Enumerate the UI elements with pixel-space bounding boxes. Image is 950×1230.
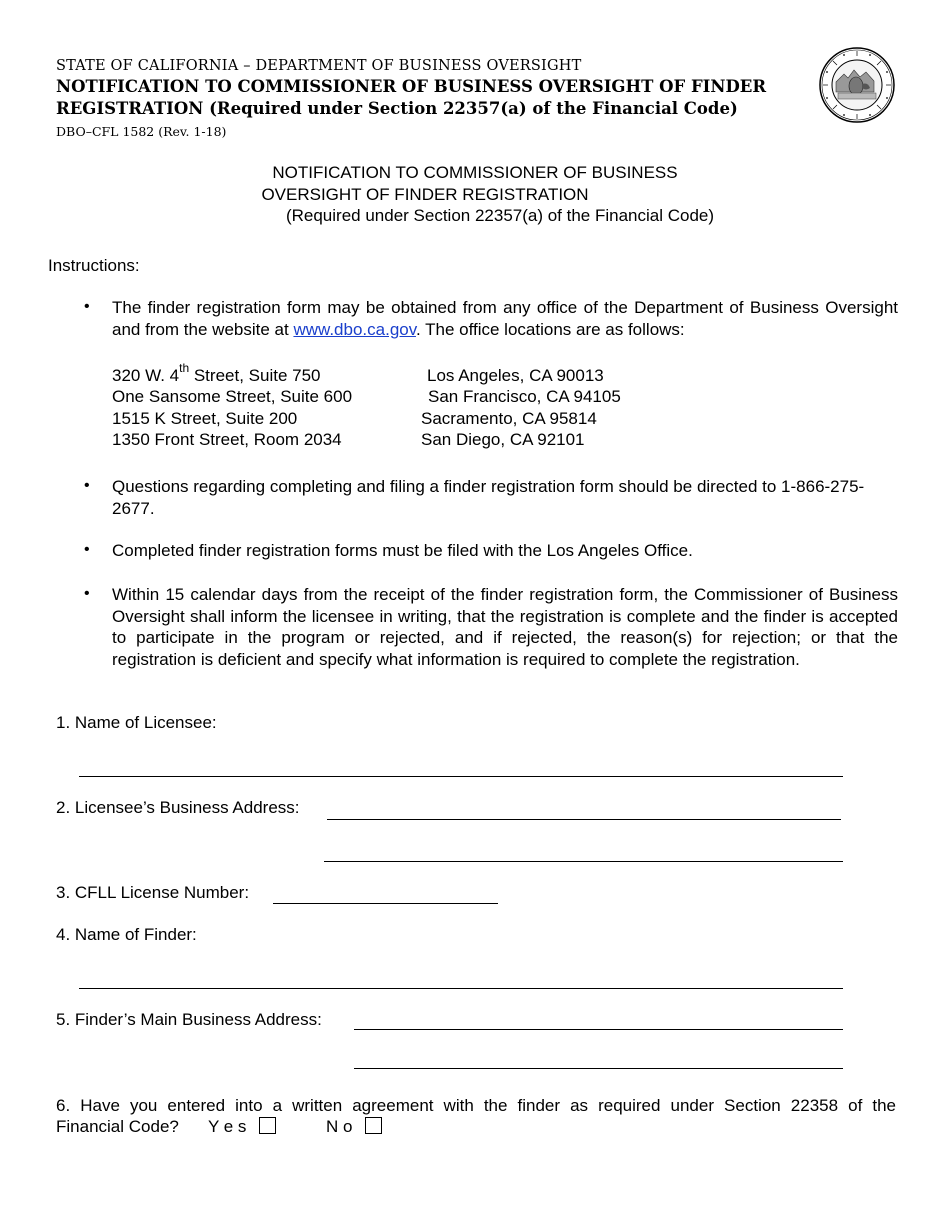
office-city-sf: San Francisco, CA 94105 <box>428 387 621 406</box>
finder-address-input-line-1[interactable] <box>354 1029 843 1030</box>
licensee-name-label: 1. Name of Licensee: <box>56 713 217 732</box>
form-title <box>56 76 766 120</box>
instruction-item-2: Questions regarding completing and filing a finder registration form should be directed to 1-866-275-2677. <box>112 477 865 518</box>
no-label: N o <box>326 1117 353 1136</box>
instruction-item-1 <box>112 297 898 340</box>
licensee-address-label: 2. Licensee’s Business Address: <box>56 798 300 817</box>
office-street-la <box>112 361 321 386</box>
licensee-address-input-line-2[interactable] <box>324 861 843 862</box>
finder-address-input-line-2[interactable] <box>354 1068 843 1069</box>
bullet: • <box>84 541 90 558</box>
dbo-website-link[interactable]: www.dbo.ca.gov <box>293 319 416 339</box>
office-street-sac: 1515 K Street, Suite 200 <box>112 409 298 428</box>
bullet: • <box>84 477 90 494</box>
office-city-la: Los Angeles, CA 90013 <box>427 366 604 385</box>
instructions-heading: Instructions: <box>48 256 140 275</box>
cfll-license-number-label: 3. CFLL License Number: <box>56 883 250 902</box>
instruction-item-1-text: The finder registration form may be obtained from any office of the Department of Business Oversight and from the website at <box>112 298 898 339</box>
office-street-la-part: 320 W. 4 <box>112 366 180 385</box>
bullet: • <box>84 585 90 602</box>
finder-address-label: 5. Finder’s Main Business Address: <box>56 1010 322 1029</box>
state-seal-icon <box>818 46 896 124</box>
office-street-la-sup: th <box>179 361 190 375</box>
written-agreement-question-cont: Financial Code? <box>56 1117 179 1136</box>
cfll-license-number-input-line[interactable] <box>273 903 498 904</box>
instruction-item-4: Within 15 calendar days from the receipt of the finder registration form, the Commissioner of Business Oversight shall inform the licensee in writing, that the registration is complete and the finder is accepted to participate in the program or rejected, and if rejected, the reason(s) for rejection; or that the registration is deficient and specify what information is required to complete the registration. <box>112 585 898 669</box>
written-agreement-question: 6. Have you entered into a written agreement with the finder as required under Section 22358 of the <box>56 1096 896 1115</box>
agency-name: STATE OF CALIFORNIA – DEPARTMENT OF BUSINESS OVERSIGHT <box>56 58 582 74</box>
yes-checkbox[interactable] <box>259 1117 276 1134</box>
licensee-name-input-line[interactable] <box>79 776 843 777</box>
instruction-item-1-text-end: . The office locations are as follows: <box>415 319 685 339</box>
office-city-sd: San Diego, CA 92101 <box>421 430 585 449</box>
finder-name-input-line[interactable] <box>79 988 843 989</box>
office-city-sac: Sacramento, CA 95814 <box>421 409 597 428</box>
no-checkbox[interactable] <box>365 1117 382 1134</box>
instruction-item-3: Completed finder registration forms must be filed with the Los Angeles Office. <box>112 541 693 560</box>
form-number: DBO–CFL 1582 (Rev. 1-18) <box>56 124 227 139</box>
finder-name-label: 4. Name of Finder: <box>56 925 197 944</box>
bullet: • <box>84 298 90 315</box>
doc-title-line1: NOTIFICATION TO COMMISSIONER OF BUSINESS <box>272 163 678 182</box>
licensee-address-input-line-1[interactable] <box>327 819 841 820</box>
office-street-sf: One Sansome Street, Suite 600 <box>112 387 353 406</box>
form-title-line2: REGISTRATION (Required under Section 22357(a) of the Financial Code) <box>56 99 738 118</box>
form-title-line1: NOTIFICATION TO COMMISSIONER OF BUSINESS OVERSIGHT OF FINDER <box>56 77 767 96</box>
doc-title-line2: OVERSIGHT OF FINDER REGISTRATION <box>261 185 589 204</box>
office-street-la-rest: Street, Suite 750 <box>189 366 321 385</box>
yes-label: Y e s <box>208 1117 247 1136</box>
office-street-sd: 1350 Front Street, Room 2034 <box>112 430 342 449</box>
doc-title-line3: (Required under Section 22357(a) of the Financial Code) <box>285 206 715 225</box>
